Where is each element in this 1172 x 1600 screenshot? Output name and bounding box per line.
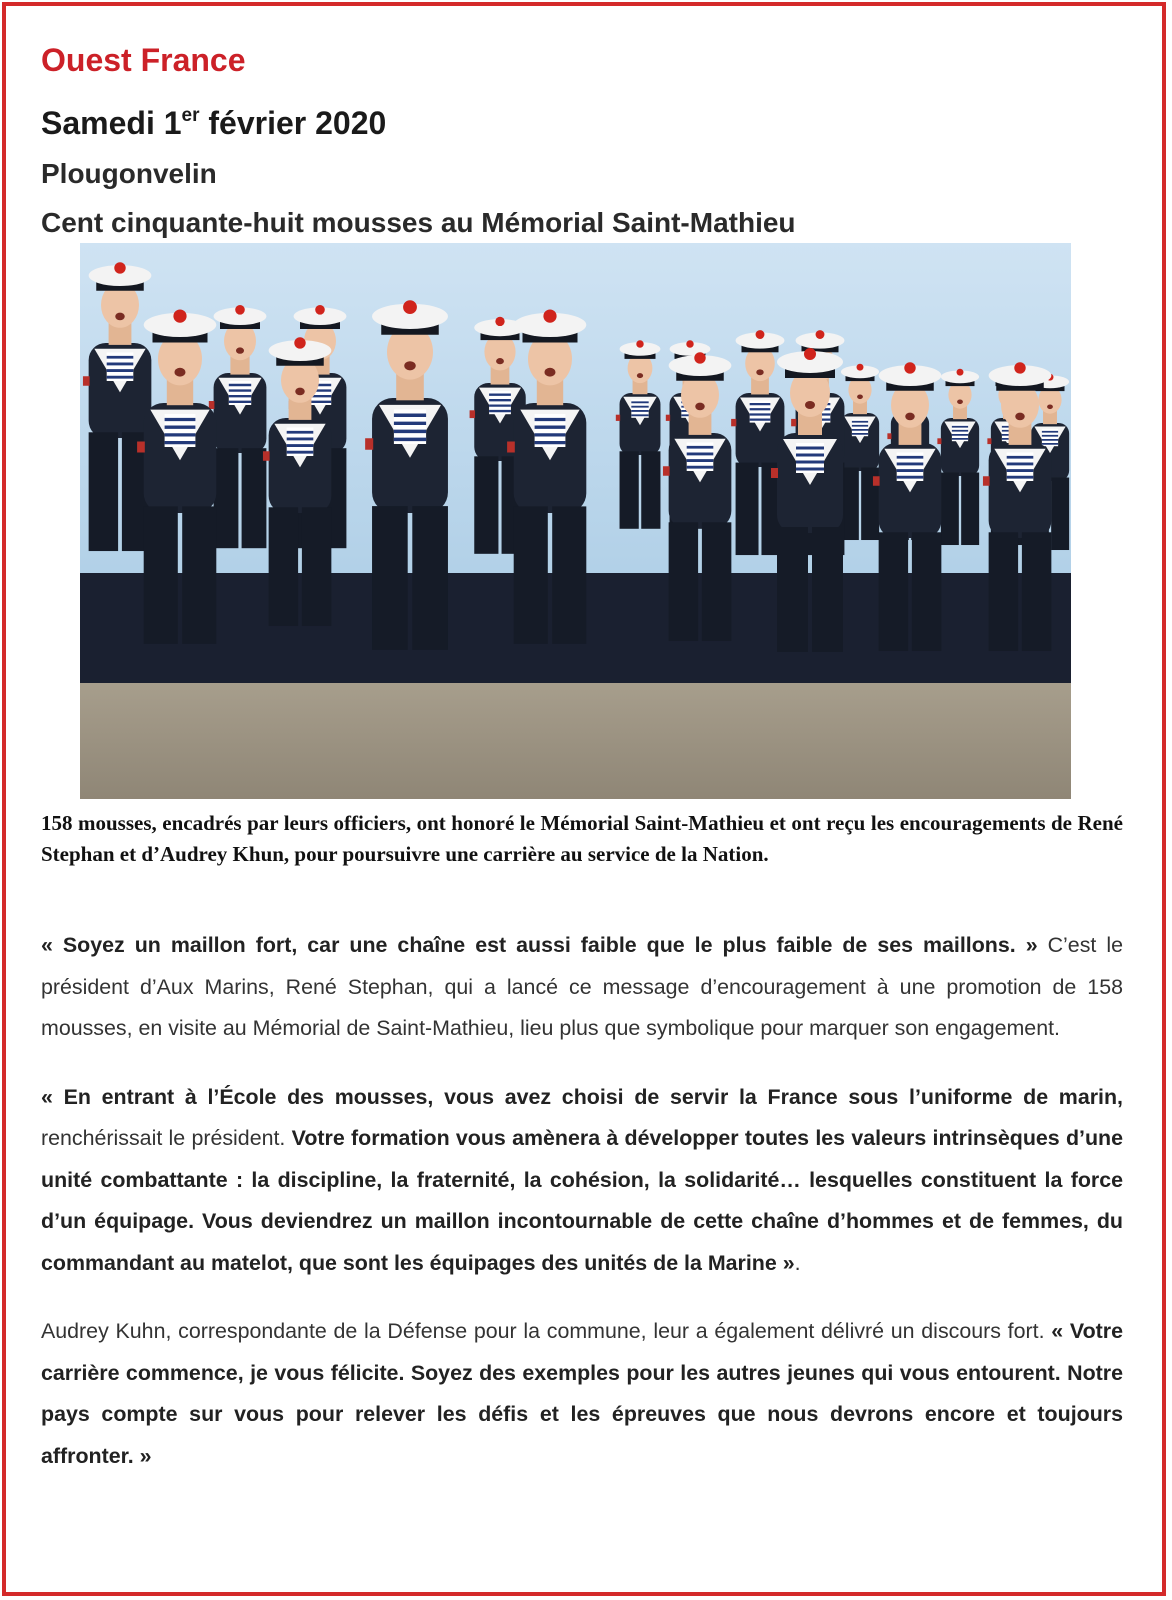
article-header	[41, 40, 1123, 240]
quote-audrey-kuhn: « Votre carrière commence, je vous félicite. Soyez des exemples pour les autres jeunes qui vous entourent. Notre pays compte sur vous pour relever les défis et les épreuves que nous devrons encore et toujours affronter. »	[41, 1319, 1123, 1468]
quote-rene-stephan: « Soyez un maillon fort, car une chaîne est aussi faible que le plus faible de ses maillons. »	[41, 933, 1038, 957]
paragraph-2-text: renchérissait le président.	[41, 1126, 292, 1150]
publication-date	[41, 96, 1123, 143]
date-suffix: février 2020	[199, 105, 387, 141]
paragraph-3	[41, 1311, 1123, 1477]
paragraph-2-end: .	[794, 1250, 801, 1275]
headline: Cent cinquante-huit mousses au Mémorial Saint-Mathieu	[41, 207, 796, 238]
date-ordinal: er	[181, 105, 200, 126]
paragraph-1	[41, 925, 1123, 1050]
date-prefix: Samedi 1	[41, 105, 182, 141]
paragraph-3-text: Audrey Kuhn, correspondante de la Défense pour la commune, leur a également délivré un discours fort.	[41, 1319, 1052, 1343]
quote-ecole-des-mousses: « En entrant à l’École des mousses, vous avez choisi de servir la France sous l’uniforme de marin,	[41, 1084, 1123, 1109]
quote-formation: Votre formation vous amènera à développer toutes les valeurs intrinsèques d’une unité combattante : la discipline, la fraternité, la cohésion, la solidarité… lesquelles constituent la force d’un équipage. Vous deviendrez un maillon incontournable de cette chaîne d’hommes et de femmes, du commandant au matelot, que sont les équipages des unités de la Marine »	[41, 1126, 1123, 1275]
location: Plougonvelin	[41, 158, 217, 189]
paragraph-2	[41, 1077, 1123, 1285]
newspaper-name: Ouest France	[41, 42, 246, 78]
article-photo	[80, 243, 1071, 799]
article-body	[41, 925, 1123, 1504]
paragraph-1-text: C’est le président d’Aux Marins, René Stephan, qui a lancé ce message d’encouragement à une promotion de 158 mousses, en visite au Mémorial de Saint-Mathieu, lieu plus que symbolique pour marquer son engagement.	[41, 933, 1123, 1040]
photo-caption: 158 mousses, encadrés par leurs officiers, ont honoré le Mémorial Saint-Mathieu et ont reçu les encouragements de René Stephan et d’Audrey Khun, pour poursuivre une carrière au service de la Nation.	[41, 811, 1123, 866]
